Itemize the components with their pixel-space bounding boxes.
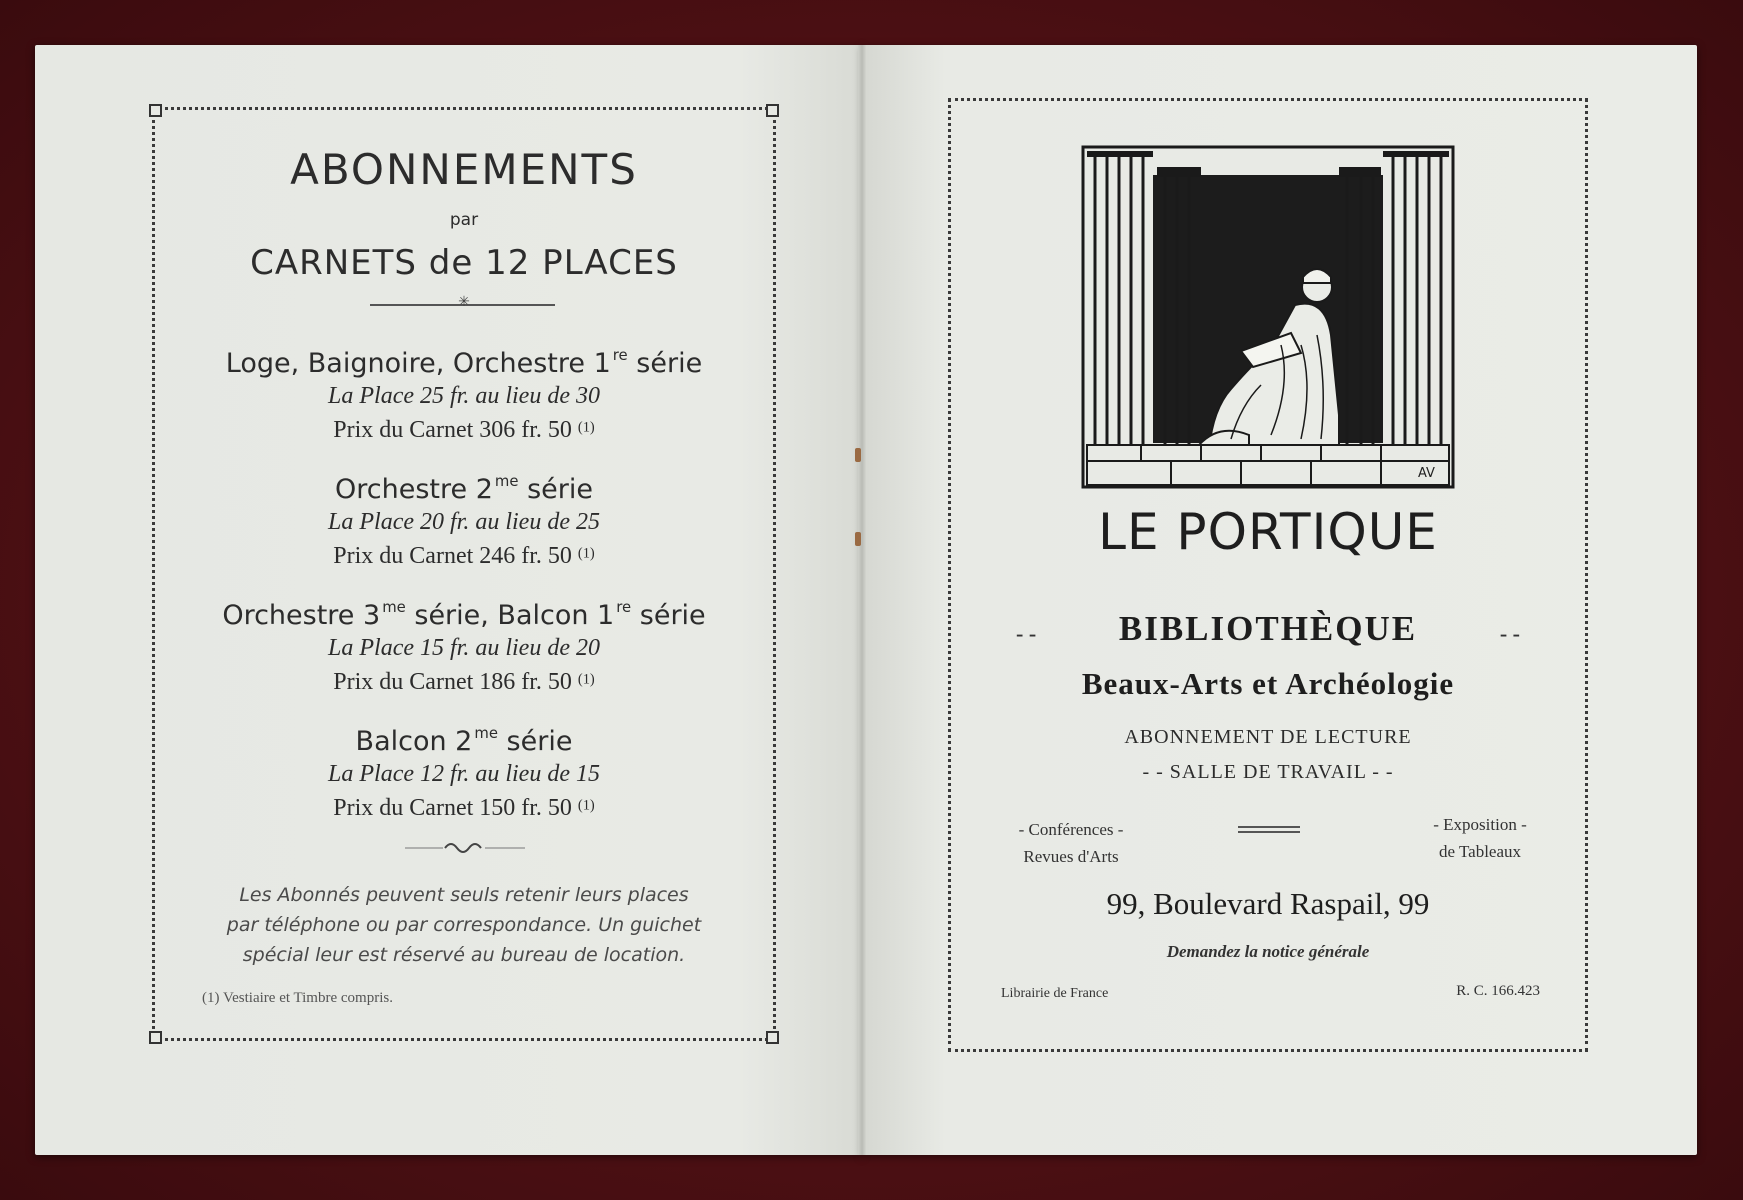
- registry-number: R. C. 166.423: [1456, 983, 1540, 999]
- booklet-spine: [858, 45, 866, 1155]
- staple-bottom: [855, 532, 861, 546]
- brand-title: LE PORTIQUE: [1098, 503, 1438, 561]
- carnet-price-line: Prix du Carnet 306 fr. 50 $^{(1)}$: [333, 417, 595, 443]
- left-services: - Conférences - Revues d'Arts: [1018, 820, 1124, 866]
- library-heading: BIBLIOTHÈQUE: [1118, 609, 1418, 648]
- page-subtitle: CARNETS de 12 PLACES: [250, 243, 678, 283]
- specialty-heading: Beaux-Arts et Archéologie: [1081, 666, 1455, 701]
- frame-corner: [766, 104, 779, 117]
- artist-monogram: AV: [1418, 466, 1435, 481]
- section-heading: Orchestre 3 $^{me}$ série, Balcon 1 $^{re}$ série: [222, 598, 706, 631]
- notice-request: Demandez la notice générale: [1166, 942, 1370, 961]
- place-price-line: La Place 20 fr. au lieu de 25: [328, 509, 600, 535]
- carnet-price-line: Prix du Carnet 186 fr. 50 $^{(1)}$: [333, 669, 595, 695]
- section-heading: Balcon 2 $^{me}$ série: [355, 724, 573, 757]
- frame-corner: [149, 104, 162, 117]
- staple-top: [855, 448, 861, 462]
- library-dashes-right: - -: [1499, 621, 1520, 646]
- page-title: ABONNEMENTS: [290, 145, 638, 194]
- address: 99, Boulevard Raspail, 99: [1106, 886, 1430, 921]
- place-price-line: La Place 25 fr. au lieu de 30: [328, 383, 600, 409]
- workroom-line: - - SALLE DE TRAVAIL - -: [1142, 761, 1394, 783]
- place-price-line: La Place 12 fr. au lieu de 15: [328, 761, 600, 787]
- right-dotted-frame: [948, 98, 1588, 1052]
- frame-corner: [149, 1031, 162, 1044]
- double-rule-divider: [1238, 826, 1300, 828]
- right-services: - Exposition - de Tableaux: [1433, 815, 1527, 861]
- footnote: (1) Vestiaire et Timbre compris.: [202, 990, 393, 1006]
- title-connector: par: [449, 210, 479, 230]
- place-price-line: La Place 15 fr. au lieu de 20: [328, 635, 600, 661]
- library-dashes-left: - -: [1016, 621, 1037, 646]
- printer-credit: Librairie de France: [1001, 986, 1109, 1001]
- reading-subscription: ABONNEMENT DE LECTURE: [1124, 726, 1412, 748]
- divider-star-icon: ✳: [458, 295, 470, 310]
- section-heading: Loge, Baignoire, Orchestre 1 $^{re}$ série: [225, 346, 703, 379]
- carnet-price-line: Prix du Carnet 246 fr. 50 $^{(1)}$: [333, 543, 595, 569]
- left-dotted-frame: [152, 107, 776, 1041]
- section-heading: Orchestre 2 $^{me}$ série: [335, 472, 593, 505]
- frame-corner: [766, 1031, 779, 1044]
- squiggle-ornament-icon: [405, 838, 525, 858]
- carnet-price-line: Prix du Carnet 150 fr. 50 $^{(1)}$: [333, 795, 595, 821]
- subscribers-note: Les Abonnés peuvent seuls retenir leurs places par téléphone ou par correspondance. Un guichet spécial leur est réservé au bureau de location.: [226, 884, 702, 966]
- reading-figure-woodcut-icon: [1081, 145, 1455, 489]
